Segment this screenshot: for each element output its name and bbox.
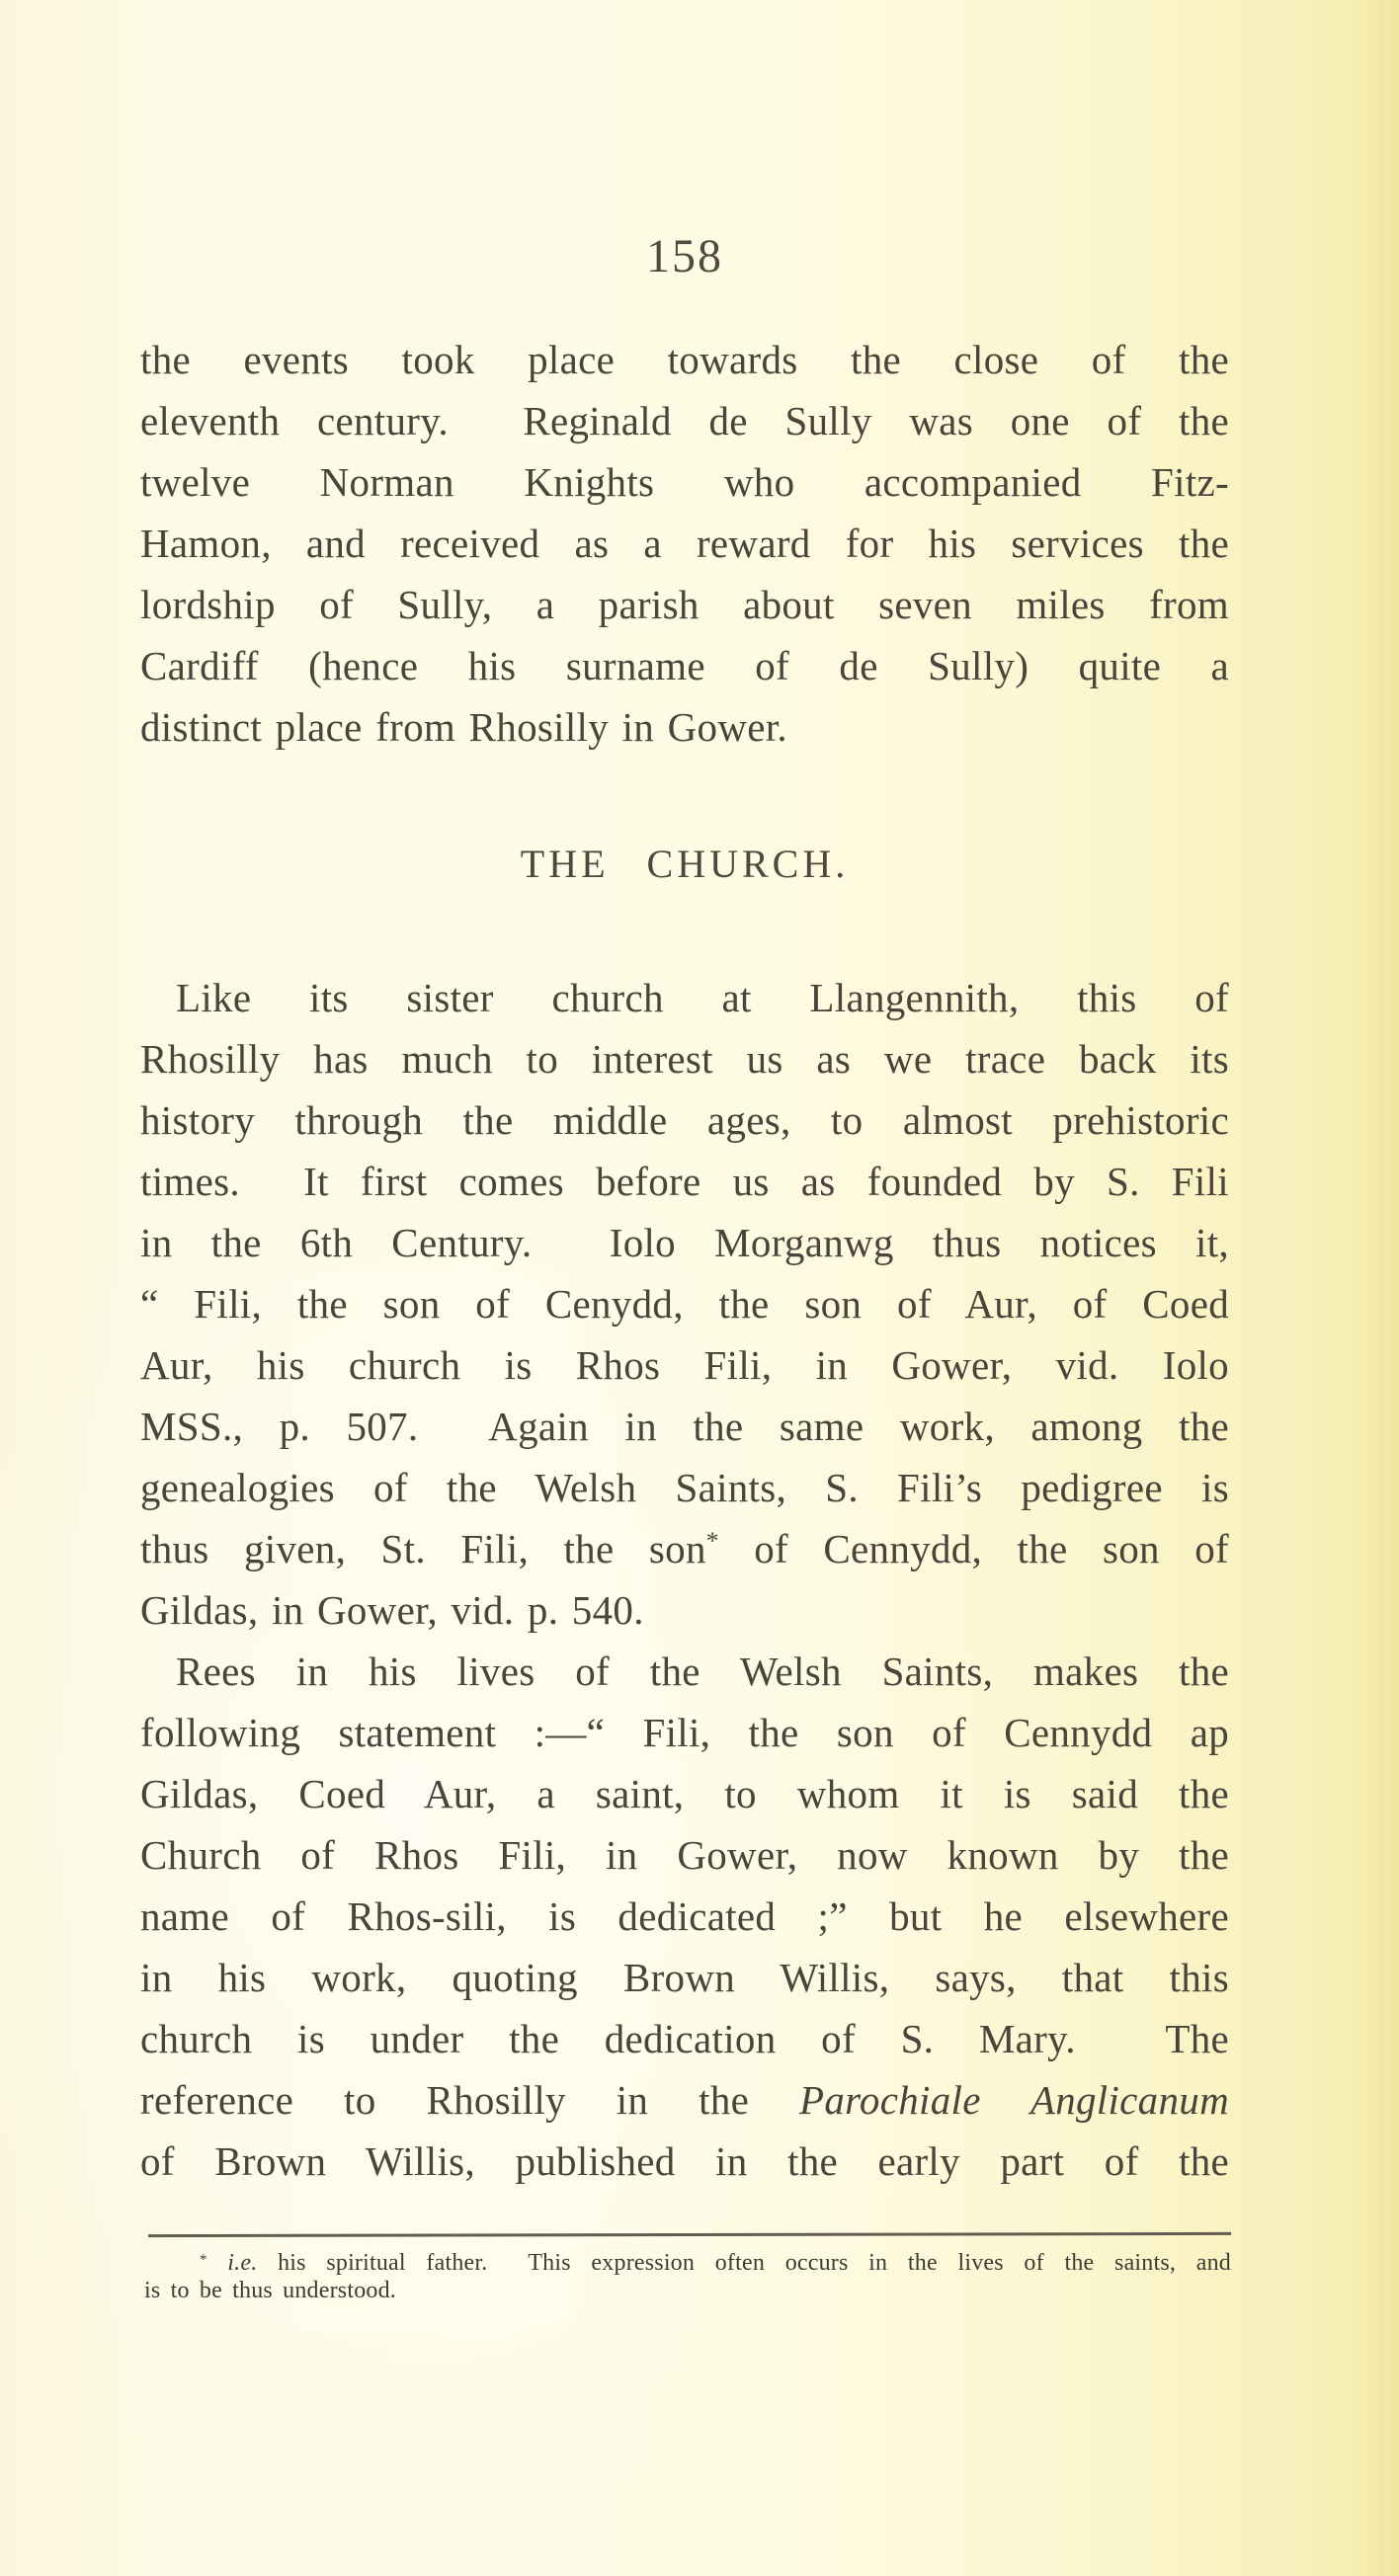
text-line: in the 6th Century. Iolo Morganwg thus notices it, [140,1220,1229,1265]
footnote-lines [144,2249,1231,2304]
text-line: Rhosilly has much to interest us as we trace back its [140,1036,1229,1082]
text-line: Hamon, and received as a reward for his services the [140,521,1229,566]
footnote-divider [148,2232,1231,2237]
text-line: twelve Norman Knights who accompanied Fitz- [140,459,1229,505]
italic-text: i.e. [227,2250,258,2276]
text-line: genealogies of the Welsh Saints, S. Fili’s pedigree is [140,1465,1229,1510]
text-line: following statement :—“ Fili, the son of Cennydd ap [140,1710,1229,1755]
page-number: 158 [646,230,723,282]
text-line: MSS., p. 507. Again in the same work, among the [140,1404,1229,1449]
italic-text: Parochiale Anglicanum [799,2077,1229,2123]
text-line: Aur, his church is Rhos Fili, in Gower, vid. Iolo [140,1342,1229,1388]
paragraph [140,1641,1229,2192]
text-line: * i.e. his spiritual father. This expression often occurs in the lives of the saints, and [200,2250,1232,2276]
text-line: thus given, St. Fili, the son* of Cennydd, the son of [140,1526,1229,1571]
paragraph [140,329,1229,758]
text-line: is to be thus understood. [144,2278,396,2303]
text-line: Rees in his lives of the Welsh Saints, makes the [176,1649,1229,1694]
text-line: of Brown Willis, published in the early part of the [140,2138,1229,2184]
text-line: Gildas, Coed Aur, a saint, to whom it is said the [140,1771,1229,1816]
text-line: church is under the dedication of S. Mary. The [140,2016,1229,2061]
text-line: distinct place from Rhosilly in Gower. [140,704,787,750]
text-line: eleventh century. Reginald de Sully was one of the [140,398,1229,443]
footnote [144,2249,1231,2304]
text-line: Church of Rhos Fili, in Gower, now known by the [140,1832,1229,1878]
text-line: the events took place towards the close of the [140,337,1229,382]
text-line: name of Rhos-sili, is dedicated ;” but he elsewhere [140,1893,1229,1939]
text-line: lordship of Sully, a parish about seven miles from [140,582,1229,627]
text-line: Cardiff (hence his surname of de Sully) quite a [140,643,1229,688]
text-line: Like its sister church at Llangennith, this of [176,975,1229,1020]
section-heading: THE CHURCH. [520,842,850,886]
page-edge-shading [1359,0,1399,2576]
footnote-marker: * [705,1527,719,1555]
text-line: reference to Rhosilly in the Parochiale Anglicanum [140,2077,1229,2123]
text-line: times. It first comes before us as founded by S. Fili [140,1159,1229,1204]
footnote-marker: * [200,2252,207,2268]
page-body [140,329,1229,2192]
text-line: “ Fili, the son of Cenydd, the son of Aur, of Coed [140,1281,1229,1327]
paragraph [140,967,1229,1641]
text-line: Gildas, in Gower, vid. p. 540. [140,1587,644,1633]
text-line: in his work, quoting Brown Willis, says, that this [140,1955,1229,2000]
text-line: history through the middle ages, to almost prehistoric [140,1097,1229,1143]
